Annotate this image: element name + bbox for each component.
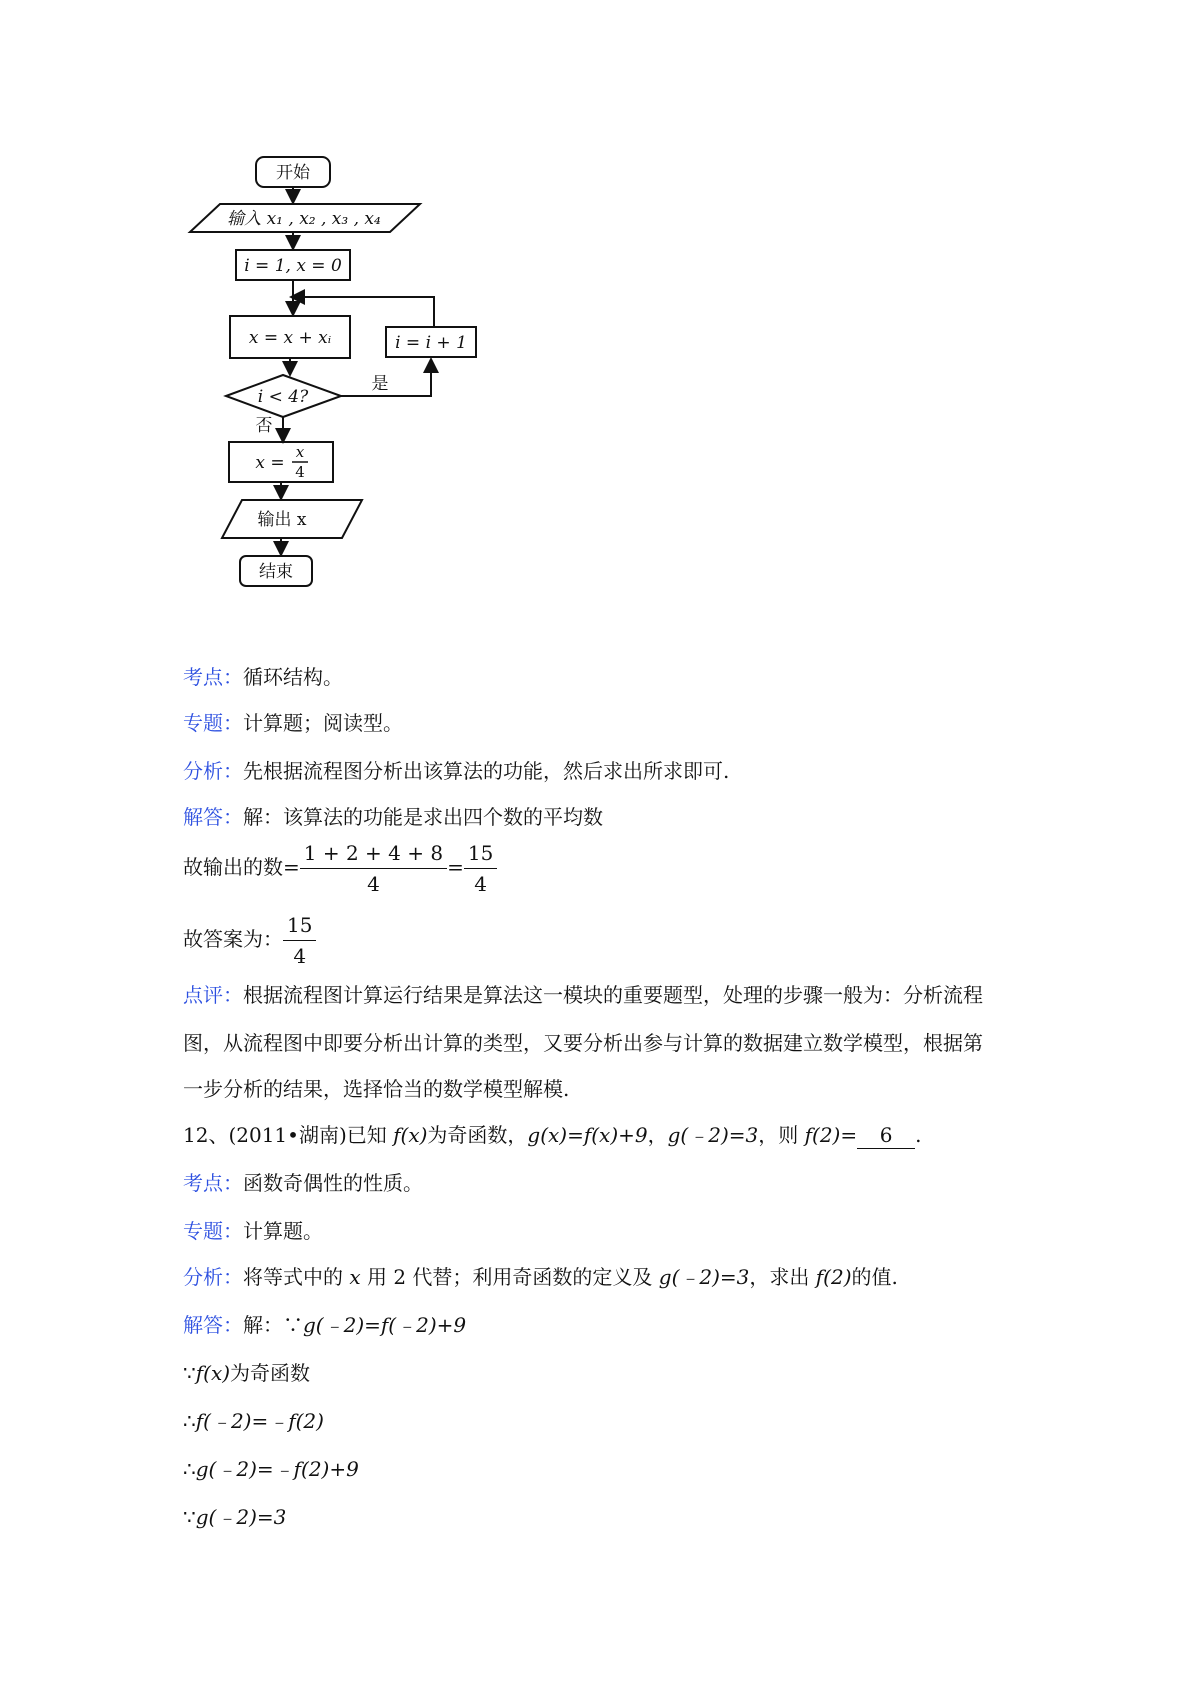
q12-fenxi <box>183 1264 898 1290</box>
q12-stem-fx: f(x) <box>393 1123 428 1147</box>
q11-dianping-line-3 <box>183 1076 569 1102</box>
q12-step-1-symbol: ∵ <box>183 1361 196 1385</box>
q12-jieda-prefix: 解：∵ <box>243 1313 303 1337</box>
q12-step-4-symbol: ∵ <box>183 1505 196 1529</box>
q12-step-3-expr: g(﹣2)=﹣f(2)+9 <box>195 1457 359 1481</box>
dianping-text-2: 图，从流程图中即要分析出计算的类型，又要分析出参与计算的数据建立数学模型，根据第 <box>183 1031 983 1055</box>
q12-fenxi-part-1: 将等式中的 <box>243 1265 350 1289</box>
increment-label: i = i + 1 <box>395 333 467 353</box>
q11-dianping <box>183 982 983 1008</box>
q12-stem-end: . <box>915 1123 922 1147</box>
calc-prefix: 故输出的数= <box>183 855 300 879</box>
q12-step-2-expr: f(﹣2)=﹣f(2) <box>195 1409 324 1433</box>
q12-step-2-symbol: ∴ <box>183 1409 196 1433</box>
q12-kaodian-label: 考点： <box>183 1171 243 1195</box>
jieda-text: 解：该算法的功能是求出四个数的平均数 <box>243 805 603 829</box>
output-label: 输出 x <box>257 510 307 530</box>
q12-stem-part-2: 为奇函数， <box>427 1123 528 1147</box>
q12-fenxi-x: x <box>349 1265 361 1289</box>
zhuanti-text: 计算题；阅读型。 <box>243 711 403 735</box>
q12-step-1-expr: f(x) <box>195 1361 231 1385</box>
init-label: i = 1, x = 0 <box>244 256 342 276</box>
q12-kaodian <box>183 1170 423 1196</box>
average-denominator: 4 <box>295 463 305 481</box>
yes-label: 是 <box>371 374 389 394</box>
calc-fraction <box>300 840 447 897</box>
q12-zhuanti-text: 计算题。 <box>243 1219 323 1243</box>
end-label: 结束 <box>259 562 293 582</box>
q12-step-3-symbol: ∴ <box>183 1457 196 1481</box>
start-label: 开始 <box>276 163 310 183</box>
q12-step-4-expr: g(﹣2)=3 <box>195 1505 287 1529</box>
q12-fenxi-part-2: 用 2 代替；利用奇函数的定义及 <box>360 1265 659 1289</box>
q12-stem-g2: g(﹣2)=3 <box>667 1123 759 1147</box>
zhuanti-label: 专题： <box>183 711 243 735</box>
kaodian-label: 考点： <box>183 665 243 689</box>
answer-prefix: 故答案为： <box>183 927 283 951</box>
average-prefix: x = <box>255 453 285 473</box>
q12-stem-f2: f(2)= <box>804 1123 858 1147</box>
q11-answer <box>183 912 316 969</box>
q12-step-1 <box>183 1360 310 1386</box>
q12-fenxi-part-3: ，求出 <box>749 1265 816 1289</box>
q12-step-4 <box>183 1504 286 1530</box>
average-numerator: x <box>295 443 305 461</box>
q12-fenxi-label: 分析： <box>183 1265 243 1289</box>
jieda-label: 解答： <box>183 805 243 829</box>
dianping-label: 点评： <box>183 983 243 1007</box>
fenxi-text: 先根据流程图分析出该算法的功能，然后求出所求即可. <box>243 759 730 783</box>
algorithm-flowchart <box>180 155 520 655</box>
q12-jieda-eq: g(﹣2)=f(﹣2)+9 <box>303 1313 467 1337</box>
answer-denominator: 4 <box>293 944 307 968</box>
q12-jieda <box>183 1312 466 1338</box>
q12-kaodian-text: 函数奇偶性的性质。 <box>243 1171 423 1195</box>
calc-equals: = <box>447 855 464 879</box>
q11-dianping-line-2 <box>183 1030 983 1056</box>
loop-back-line <box>293 297 434 327</box>
calc-numerator: 1 + 2 + 4 + 8 <box>300 840 447 869</box>
q12-stem-part-3: ， <box>647 1123 668 1147</box>
answer-fraction <box>283 912 316 969</box>
kaodian-text: 循环结构。 <box>243 665 343 689</box>
q12-zhuanti <box>183 1218 323 1244</box>
q12-jieda-label: 解答： <box>183 1313 243 1337</box>
result-numerator: 15 <box>464 840 497 869</box>
q12-zhuanti-label: 专题： <box>183 1219 243 1243</box>
no-label: 否 <box>255 416 273 436</box>
fenxi-label: 分析： <box>183 759 243 783</box>
q11-jieda <box>183 804 603 830</box>
result-fraction <box>464 840 497 897</box>
dianping-text-1: 根据流程图计算运行结果是算法这一模块的重要题型，处理的步骤一般为：分析流程 <box>243 983 983 1007</box>
condition-label: i < 4? <box>257 387 309 407</box>
dianping-text-3: 一步分析的结果，选择恰当的数学模型解模. <box>183 1077 570 1101</box>
q12-stem-part-4: ，则 <box>758 1123 805 1147</box>
q12-fenxi-f: f(2) <box>815 1265 852 1289</box>
q11-kaodian <box>183 664 343 690</box>
result-denominator: 4 <box>474 872 487 896</box>
q11-calculation <box>183 840 497 897</box>
calc-denominator: 4 <box>367 872 380 896</box>
q12-step-2 <box>183 1408 324 1434</box>
accumulate-label: x = x + xᵢ <box>248 328 332 348</box>
input-label: 输入 x₁ , x₂ , x₃ , x₄ <box>227 209 381 229</box>
q12-answer-blank: 6 <box>857 1122 915 1149</box>
q12-step-1-text: 为奇函数 <box>230 1361 311 1385</box>
q11-zhuanti <box>183 710 403 736</box>
q11-fenxi <box>183 758 729 784</box>
q12-stem <box>183 1122 921 1149</box>
q12-stem-part-1: 12、(2011•湖南)已知 <box>183 1123 394 1147</box>
q12-stem-gx: g(x)=f(x)+9 <box>527 1123 648 1147</box>
q12-step-3 <box>183 1456 359 1482</box>
q12-fenxi-g: g(﹣2)=3 <box>658 1265 750 1289</box>
answer-numerator: 15 <box>283 912 316 941</box>
q12-fenxi-part-4: 的值. <box>851 1265 898 1289</box>
